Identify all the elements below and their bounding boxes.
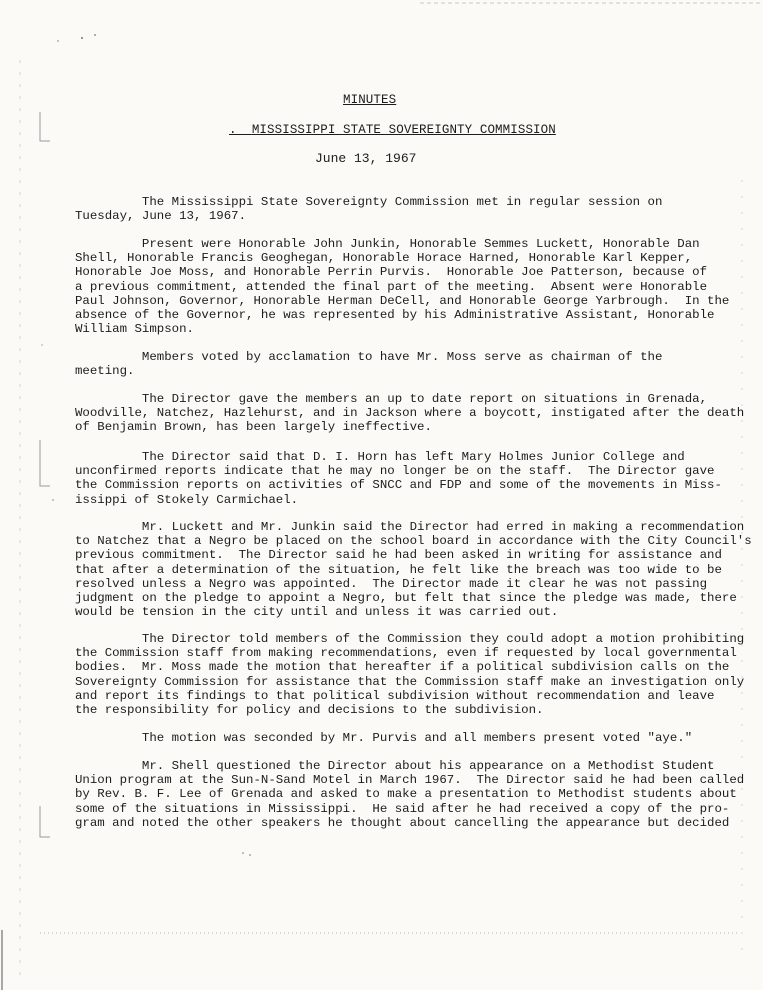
text-line: meeting. (75, 364, 135, 379)
text-line: gram and noted the other speakers he thought about cancelling the appearance but decided (75, 815, 730, 830)
paragraph-natchez (75, 520, 752, 620)
text-line: some of the situations in Mississippi. He said after he had received a copy of the pro- (75, 801, 730, 816)
text-line: William Simpson. (75, 322, 194, 337)
text-line: The Mississippi State Sovereignty Commission met in regular session on (141, 195, 663, 209)
text-line: The Director said that D. I. Horn has left Mary Holmes Junior College and (141, 450, 685, 464)
paragraph-methodist (75, 759, 745, 830)
document-title: MINUTES (343, 93, 397, 107)
text-line: absence of the Governor, he was represented by his Administrative Assistant, Honorable (75, 307, 715, 322)
paragraph-chairman (75, 350, 735, 378)
text-line: The motion was seconded by Mr. Purvis and all members present voted "aye." (141, 731, 693, 745)
heading-dot: . (229, 123, 252, 137)
text-line: Mr. Shell questioned the Director about his appearance on a Methodist Student (141, 759, 715, 773)
text-line: Shell, Honorable Francis Geoghegan, Honorable Horace Harned, Honorable Karl Kepper, (75, 251, 693, 266)
text-line: unconfirmed reports indicate that he may no longer be on the staff. The Director gave (75, 464, 715, 479)
paragraph-attendance (75, 237, 735, 336)
text-line: judgment on the pledge to appoint a Negro, but felt that since the pledge was made, there (75, 590, 737, 605)
text-line: Mr. Luckett and Mr. Junkin said the Director had erred in making a recommendation (141, 520, 745, 534)
paragraph-horn (75, 450, 735, 507)
text-line: would be tension in the city until and unless it was carried out. (75, 605, 559, 620)
meeting-date: June 13, 1967 (315, 151, 417, 166)
text-line: issippi of Stokely Carmichael. (75, 492, 299, 507)
text-line: Members voted by acclamation to have Mr. Moss serve as chairman of the (141, 350, 663, 364)
text-line: to Natchez that a Negro be placed on the school board in accordance with the City Council's (75, 534, 752, 549)
commission-name-text: MISSISSIPPI STATE SOVEREIGNTY COMMISSION (251, 123, 556, 137)
text-line: previous commitment. The Director said he had been asked in writing for assistance and (75, 548, 722, 563)
left-bracket-mark (40, 112, 50, 141)
text-line: that after a determination of the situation, he felt like the breach was too wide to be (75, 562, 722, 577)
text-line: Union program at the Sun-N-Sand Motel in March 1967. The Director said he had been called (75, 773, 745, 788)
text-line: Tuesday, June 13, 1967. (75, 209, 247, 224)
text-line: The Director told members of the Commission they could adopt a motion prohibiting (141, 632, 745, 646)
commission-name (229, 123, 556, 137)
paragraph-report (75, 392, 745, 435)
text-line: the Commission staff from making recommendations, even if requested by local governmental (75, 646, 737, 661)
text-line: resolved unless a Negro was appointed. The Director made it clear he was not passing (75, 576, 708, 591)
text-line: Paul Johnson, Governor, Honorable Herman DeCell, and Honorable George Yarbrough. In the (75, 293, 730, 308)
text-line: The Director gave the members an up to date report on situations in Grenada, (141, 392, 708, 406)
text-line: Present were Honorable John Junkin, Honorable Semmes Luckett, Honorable Dan (141, 237, 700, 251)
left-bracket-mark (40, 440, 50, 486)
text-line: Sovereignty Commission for assistance that the Commission staff make an investigation only (75, 674, 745, 689)
text-line: the responsibility for policy and decisions to the subdivision. (75, 702, 544, 717)
text-line: Honorable Joe Moss, and Honorable Perrin Purvis. Honorable Joe Patterson, because of (75, 265, 708, 280)
paragraph-session (75, 195, 735, 223)
text-line: the Commission reports on activities of SNCC and FDP and some of the movements in Miss- (75, 478, 722, 493)
paragraph-motion (75, 632, 745, 717)
text-line: Woodville, Natchez, Hazlehurst, and in Jackson where a boycott, instigated after the death (75, 406, 745, 421)
text-line: bodies. Mr. Moss made the motion that hereafter if a political subdivision calls on the (75, 660, 730, 675)
text-line: and report its findings to that political subdivision without recommendation and leave (75, 688, 715, 703)
text-line: a previous commitment, attended the final part of the meeting. Absent were Honorable (75, 279, 708, 294)
text-line: of Benjamin Brown, has been largely ineffective. (75, 420, 432, 435)
text-line: by Rev. B. F. Lee of Grenada and asked to make a presentation to Methodist students about (75, 787, 737, 802)
paragraph-vote (75, 731, 735, 745)
left-bracket-mark (40, 806, 50, 837)
